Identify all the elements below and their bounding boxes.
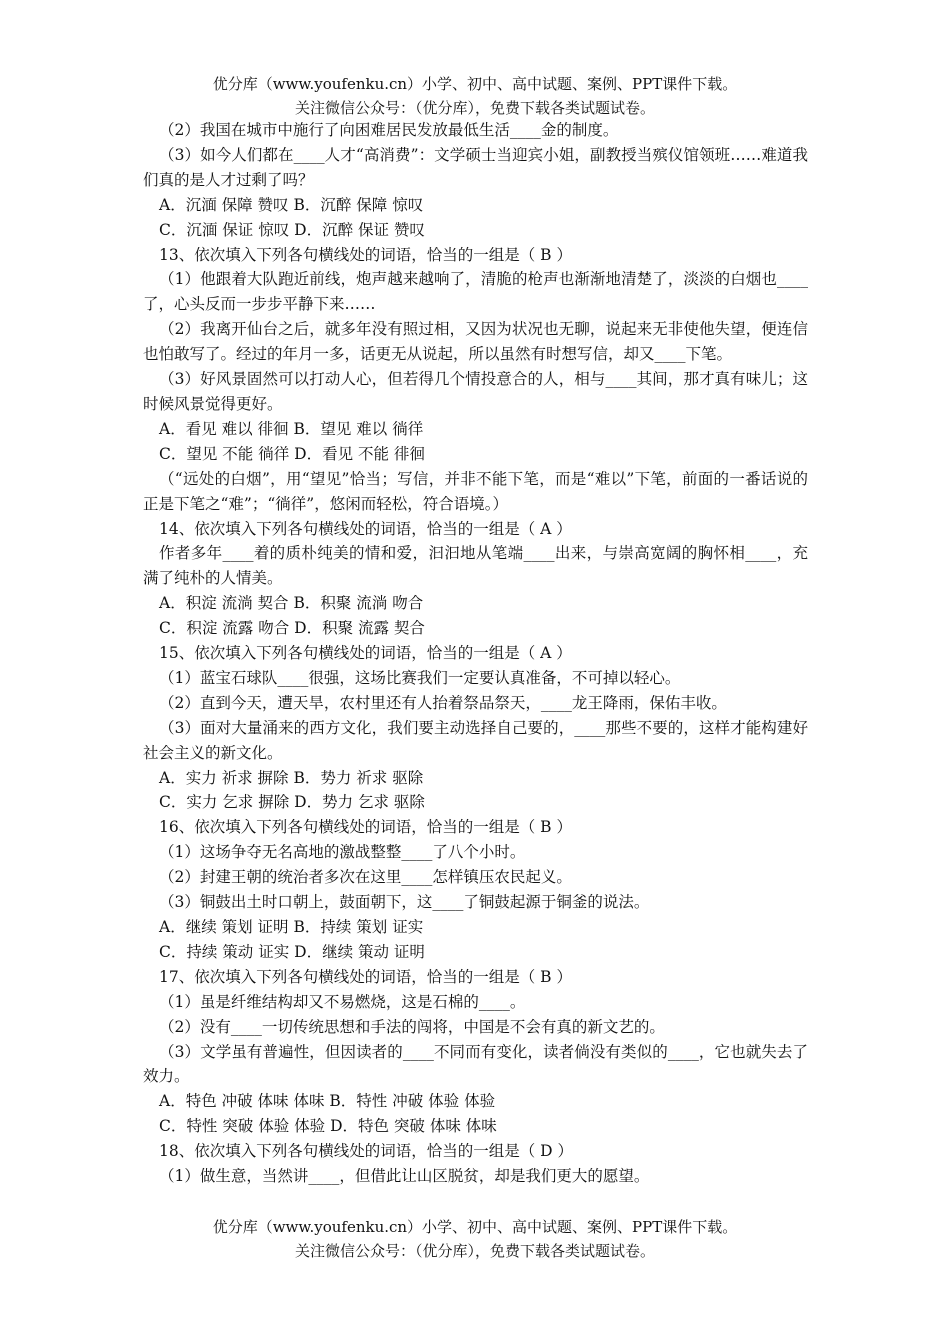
question-line: （1）做生意，当然讲____，但借此让山区脱贫，却是我们更大的愿望。 bbox=[159, 1167, 650, 1186]
answer-options: C．望见 不能 徜徉 D．看见 不能 徘徊 bbox=[159, 444, 425, 463]
answer-options: A．积淀 流淌 契合 B．积聚 流淌 吻合 bbox=[159, 594, 424, 613]
answer-options: A．看见 难以 徘徊 B．望见 难以 徜徉 bbox=[159, 419, 424, 438]
answer-options: C．实力 乞求 摒除 D．势力 乞求 驱除 bbox=[159, 793, 425, 812]
question-line: （3）如今人们都在____人才“高消费”：文学硕士当迎宾小姐，副教授当殡仪馆领班……难道我们真的是人才过剩了吗？ bbox=[143, 145, 808, 189]
question-line: （3）好风景固然可以打动人心，但若得几个情投意合的人，相与____其间，那才真有味儿；这时候风景觉得更好。 bbox=[143, 370, 808, 413]
answer-options: A．特色 冲破 体味 体味 B．特性 冲破 体验 体验 bbox=[159, 1092, 496, 1111]
question-line: （3）铜鼓出土时口朝上，鼓面朝下，这____了铜鼓起源于铜釜的说法。 bbox=[159, 893, 650, 912]
question-heading: 17、依次填入下列各句横线处的词语，恰当的一组是（ B ） bbox=[159, 967, 572, 986]
question-line: （1）蓝宝石球队____很强，这场比赛我们一定要认真准备，不可掉以轻心。 bbox=[159, 668, 681, 687]
question-line: （2）直到今天，遭天旱，农村里还有人抬着祭品祭天，____龙王降雨，保佑丰收。 bbox=[159, 693, 727, 712]
question-line: （2）我国在城市中施行了向困难居民发放最低生活____金的制度。 bbox=[159, 121, 619, 139]
footer-line-1: 优分库（www.youfenku.cn）小学、初中、高中试题、案例、PPT课件下载。 bbox=[212, 1218, 738, 1236]
answer-options: C．持续 策动 证实 D．继续 策动 证明 bbox=[159, 942, 425, 961]
answer-options: A．实力 祈求 摒除 B．势力 祈求 驱除 bbox=[159, 768, 424, 787]
footer-line-2: 关注微信公众号：（优分库），免费下载各类试题试卷。 bbox=[294, 1242, 655, 1260]
page-footer bbox=[0, 1215, 950, 1263]
question-line: （1）虽是纤维结构却又不易燃烧，这是石棉的____。 bbox=[159, 992, 526, 1011]
question-line: （3）面对大量涌来的西方文化，我们要主动选择自己要的，____那些不要的，这样才能构建好社会主义的新文化。 bbox=[143, 718, 808, 762]
question-line: （2）封建王朝的统治者多次在这里____怎样镇压农民起义。 bbox=[159, 868, 572, 887]
answer-options: C．沉湎 保证 惊叹 D．沉醉 保证 赞叹 bbox=[159, 220, 425, 239]
answer-options: C．特性 突破 体验 体验 D．特色 突破 体味 体味 bbox=[159, 1117, 497, 1136]
header-line-2: 关注微信公众号：（优分库），免费下载各类试题试卷。 bbox=[294, 99, 655, 117]
header-line-1: 优分库（www.youfenku.cn）小学、初中、高中试题、案例、PPT课件下载。 bbox=[212, 75, 738, 93]
answer-options: C．积淀 流露 吻合 D．积聚 流露 契合 bbox=[159, 619, 425, 638]
question-heading: 13、依次填入下列各句横线处的词语，恰当的一组是（ B ） bbox=[159, 245, 572, 264]
document-body bbox=[143, 118, 808, 1189]
answer-options: A．沉湎 保障 赞叹 B．沉醉 保障 惊叹 bbox=[159, 195, 424, 214]
question-line: 作者多年____着的质朴纯美的情和爱，汩汩地从笔端____出来，与崇高宽阔的胸怀相____，充满了纯朴的人情美。 bbox=[143, 544, 808, 588]
page-header bbox=[0, 72, 950, 120]
question-line: （2）没有____一切传统思想和手法的闯将，中国是不会有真的新文艺的。 bbox=[159, 1017, 665, 1036]
explanation: （“远处的白烟”，用“望见”恰当；写信，并非不能下笔，而是“难以”下笔，前面的一番话说的正是下笔之“难”；“徜徉”，悠闲而轻松，符合语境。） bbox=[143, 469, 808, 513]
question-heading: 14、依次填入下列各句横线处的词语，恰当的一组是（ A ） bbox=[159, 519, 572, 538]
question-line: （1）他跟着大队跑近前线，炮声越来越响了，清脆的枪声也渐渐地清楚了，淡淡的白烟也____了，心头反而一步步平静下来…… bbox=[143, 270, 808, 314]
answer-options: A．继续 策划 证明 B．持续 策划 证实 bbox=[159, 918, 424, 936]
question-line: （2）我离开仙台之后，就多年没有照过相，又因为状况也无聊，说起来无非使他失望，便连信也怕敢写了。经过的年月一多，话更无从说起，所以虽然有时想写信，却又____下笔。 bbox=[143, 320, 808, 364]
question-heading: 15、依次填入下列各句横线处的词语，恰当的一组是（ A ） bbox=[159, 644, 572, 663]
question-heading: 16、依次填入下列各句横线处的词语，恰当的一组是（ B ） bbox=[159, 818, 572, 837]
question-line: （1）这场争夺无名高地的激战整整____了八个小时。 bbox=[159, 843, 526, 862]
question-line: （3）文学虽有普遍性，但因读者的____不同而有变化，读者倘没有类似的____，它也就失去了效力。 bbox=[143, 1042, 808, 1086]
question-heading: 18、依次填入下列各句横线处的词语，恰当的一组是（ D ） bbox=[159, 1142, 574, 1161]
